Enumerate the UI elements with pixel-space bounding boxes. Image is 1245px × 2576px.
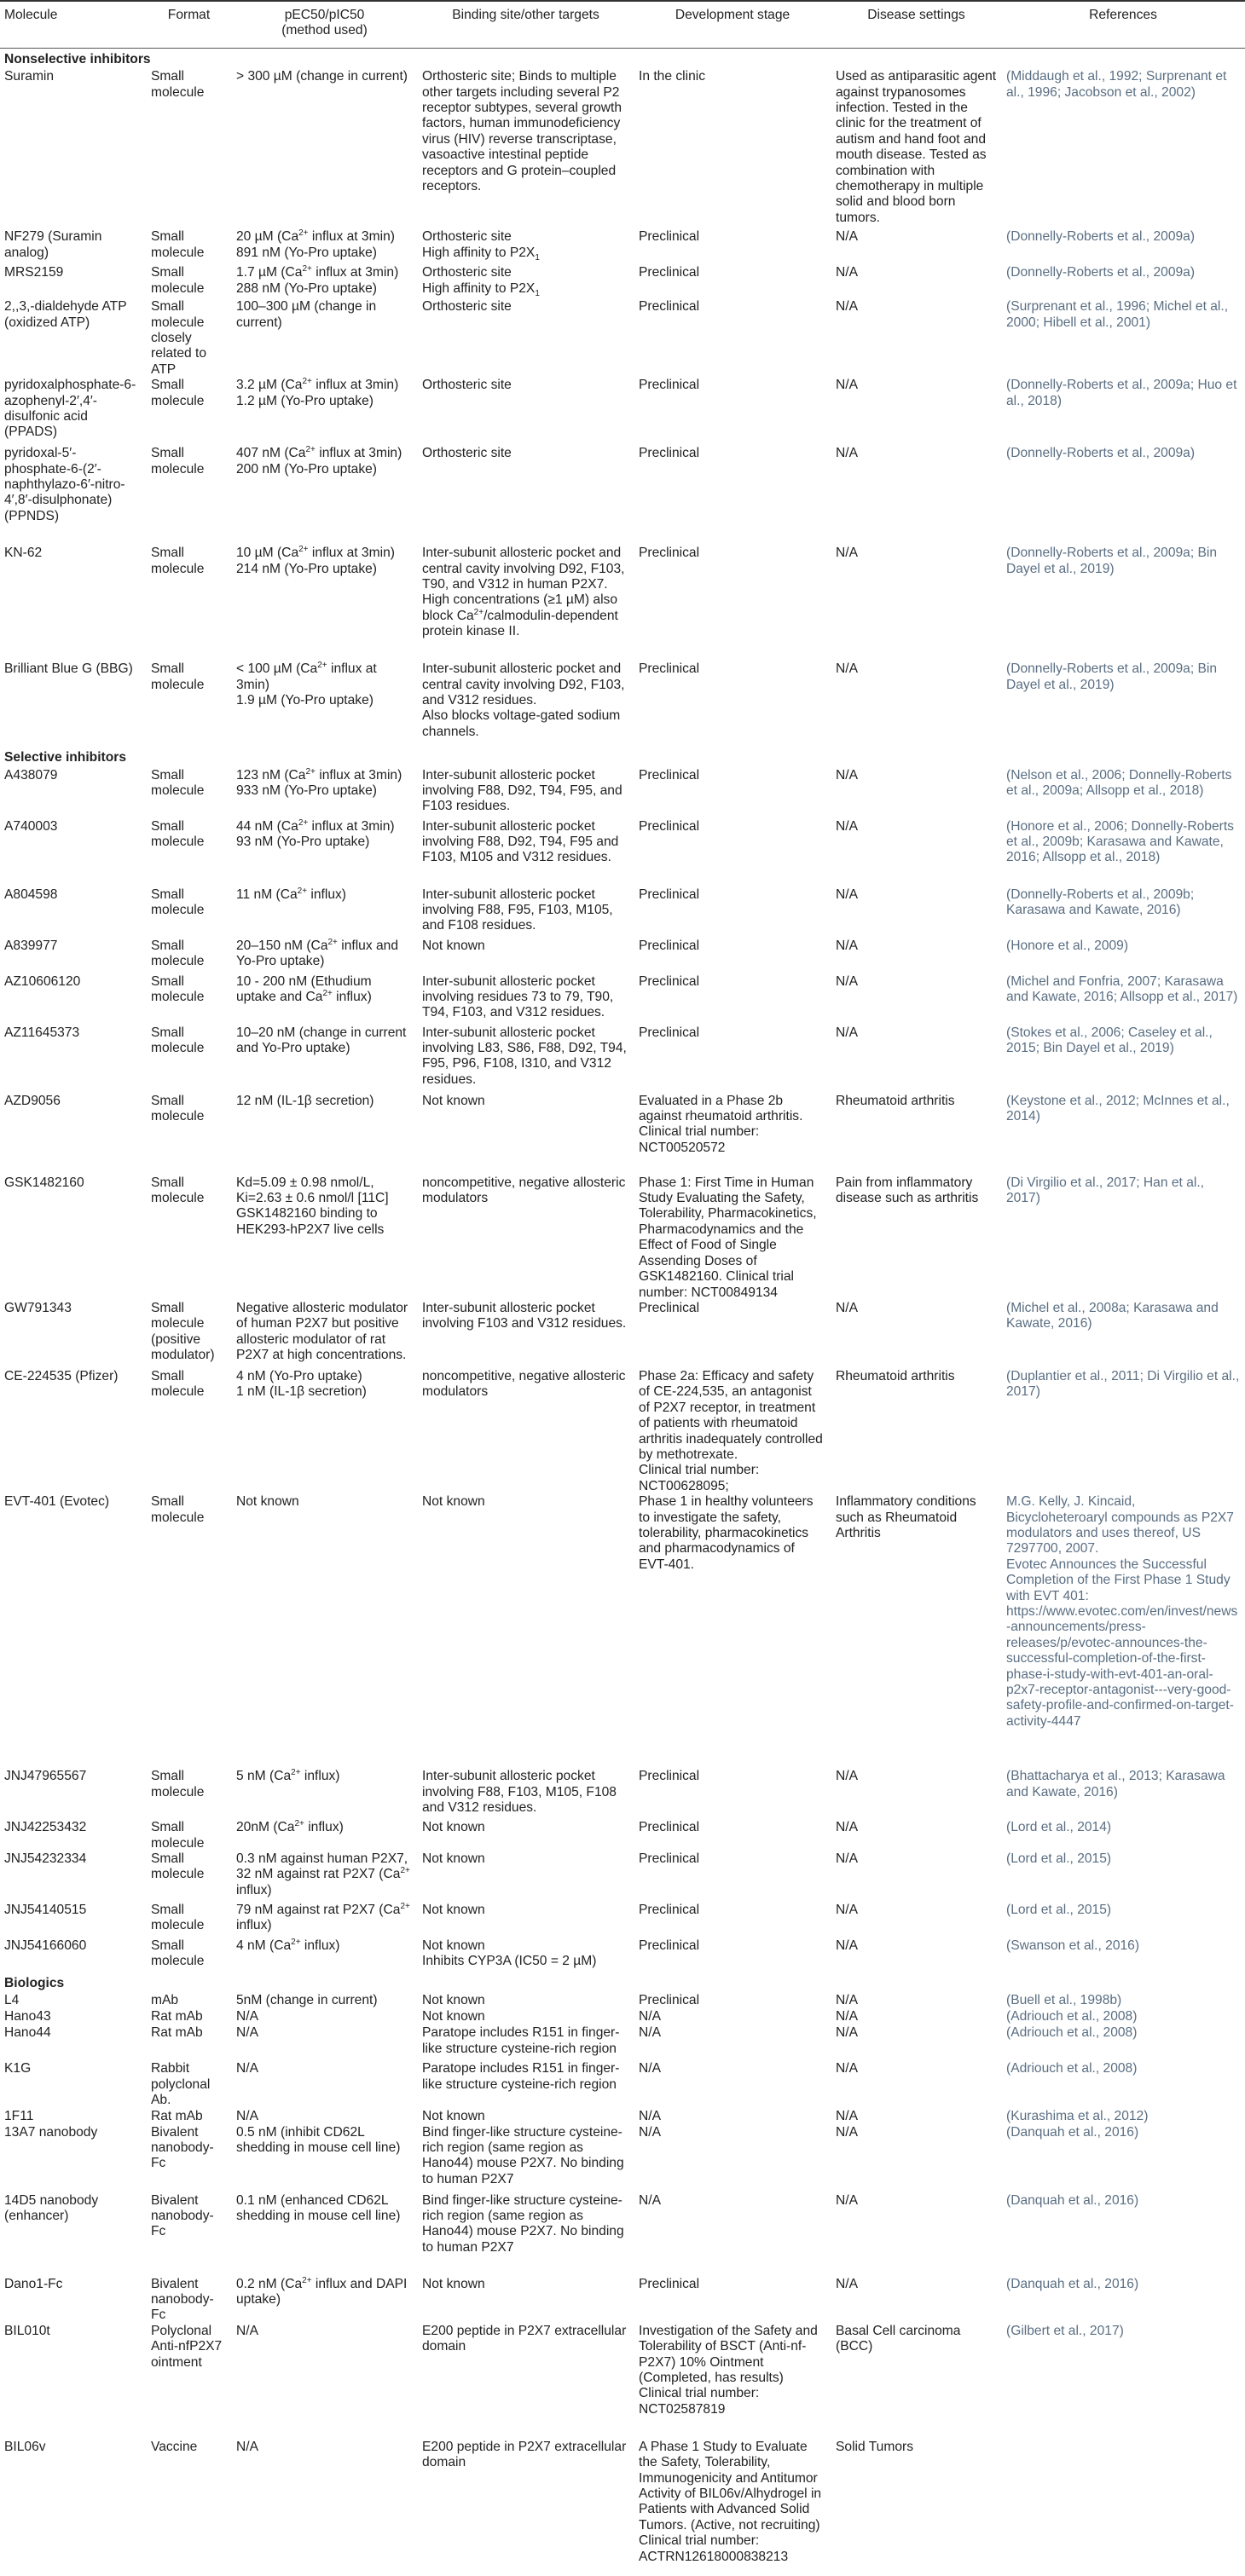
table-row xyxy=(0,768,1245,819)
cell-references: (Danquah et al., 2016) xyxy=(1006,2276,1139,2291)
cell-development-stage: N/A xyxy=(639,2009,661,2024)
header-binding-site: Binding site/other targets xyxy=(418,1,634,48)
cell-development-stage: N/A xyxy=(639,2061,661,2076)
cell-molecule: Dano1-Fc xyxy=(4,2276,63,2291)
cell-binding-site: Orthosteric site; Binds to multiple other targets including several P2 receptor subtypes, several growth factors, human immunodeficiency virus (HIV) reverse transcriptase, vasoactive intestinal peptide receptors and G protein–coupled receptors. xyxy=(422,69,622,194)
cell-binding-site: Paratope includes R151 in finger-like structure cysteine-rich region xyxy=(422,2061,620,2092)
table-row xyxy=(0,661,1245,747)
cell-development-stage: Preclinical xyxy=(639,265,700,280)
cell-binding-site: Not known xyxy=(422,2276,485,2291)
cell-potency: 12 nM (IL-1β secretion) xyxy=(236,1093,374,1108)
cell-disease-settings: N/A xyxy=(836,1851,858,1866)
section-title: Nonselective inhibitors xyxy=(4,51,151,66)
cell-molecule: AZ11645373 xyxy=(4,1025,80,1040)
cell-references: M.G. Kelly, J. Kincaid, Bicycloheteroaryl compounds as P2X7 modulators and uses thereof, US 7297700, 2007. Evotec Announces the Successful Completion of the First Phase 1 Study with EVT 401: https://www.evotec.com/en/invest/news-announcements/press-releases/p/evotec-announces-the-successful-completion-of-the-first-phase-i-study-with-evt-401-an-oral-p2x7-receptor-antagonist---very-good-safety-profile-and-confirmed-on-target-activity-4447 xyxy=(1006,1494,1238,1729)
cell-binding-site: Bind finger-like structure cysteine-rich region (same region as Hano44) mouse P2X7. No binding to human P2X7 xyxy=(422,2192,624,2255)
cell-potency: N/A xyxy=(236,2061,258,2076)
cell-molecule: A804598 xyxy=(4,887,58,902)
cell-potency: N/A xyxy=(236,2009,258,2024)
cell-disease-settings: N/A xyxy=(836,887,858,902)
cell-format: Small molecule xyxy=(151,887,205,918)
table-row xyxy=(0,2193,1245,2277)
cell-molecule: 14D5 nanobody (enhancer) xyxy=(4,2192,99,2223)
cell-format: Small molecule xyxy=(151,1025,205,1056)
cell-references: (Di Virgilio et al., 2017; Han et al., 2017) xyxy=(1006,1175,1205,1206)
cell-development-stage: Preclinical xyxy=(639,446,700,461)
cell-development-stage: Preclinical xyxy=(639,378,700,393)
cell-references: (Buell et al., 1998b) xyxy=(1006,1993,1122,2008)
cell-development-stage: Phase 1 in healthy volunteers to investigate the safety, tolerability, pharmacokinetics and pharmacodynamics of EVT-401. xyxy=(639,1494,814,1572)
cell-potency: 5nM (change in current) xyxy=(236,1993,378,2008)
cell-format: Small molecule xyxy=(151,1494,205,1525)
cell-potency: 3.2 µM ($Ca^{2+}$ influx at 3min) 1.2 µM (Yo-Pro uptake) xyxy=(236,377,399,408)
section-row xyxy=(0,48,1245,69)
header-format: Format xyxy=(147,1,232,48)
cell-references: (Donnelly-Roberts et al., 2009a; Bin Dayel et al., 2019) xyxy=(1006,546,1218,576)
cell-potency: 11 nM ($Ca^{2+}$ influx) xyxy=(236,886,346,902)
cell-format: Small molecule (positive modulator) xyxy=(151,1300,215,1363)
section-row xyxy=(0,1972,1245,1993)
cell-disease-settings: Inflammatory conditions such as Rheumatoid Arthritis xyxy=(836,1494,976,1540)
cell-references: (Danquah et al., 2016) xyxy=(1006,2124,1139,2140)
cell-disease-settings: N/A xyxy=(836,299,858,315)
table-row xyxy=(0,2061,1245,2108)
cell-potency: N/A xyxy=(236,2025,258,2041)
cell-potency: < 100 µM ($Ca^{2+}$ influx at 3min) 1.9 µM (Yo-Pro uptake) xyxy=(236,661,377,708)
cell-disease-settings: N/A xyxy=(836,265,858,280)
cell-format: Rat mAb xyxy=(151,2009,203,2024)
cell-disease-settings: Rheumatoid arthritis xyxy=(836,1093,955,1108)
cell-binding-site: Not known xyxy=(422,1902,485,1917)
cell-development-stage: Preclinical xyxy=(639,229,700,245)
cell-disease-settings: N/A xyxy=(836,1300,858,1315)
cell-development-stage: Evaluated in a Phase 2b against rheumatoid arthritis. Clinical trial number: NCT00520572 xyxy=(639,1093,803,1155)
cell-potency: 20nM ($Ca^{2+}$ influx) xyxy=(236,1818,344,1835)
cell-disease-settings: N/A xyxy=(836,661,858,677)
cell-binding-site: Inter-subunit allosteric pocket involving residues 73 to 79, T90, T94, F103, and V312 residues. xyxy=(422,973,614,1020)
cell-disease-settings: N/A xyxy=(836,767,858,783)
cell-potency: 5 nM ($Ca^{2+}$ influx) xyxy=(236,1767,340,1784)
cell-disease-settings: N/A xyxy=(836,2061,858,2076)
table-row xyxy=(0,2125,1245,2193)
cell-disease-settings: N/A xyxy=(836,378,858,393)
cell-binding-site: Orthosteric site High affinity to $P2X_1$ xyxy=(422,229,540,263)
cell-potency: 4 nM ($Ca^{2+}$ influx) xyxy=(236,1937,340,1953)
cell-binding-site: Inter-subunit allosteric pocket involving F88, F103, M105, F108 and V312 residues. xyxy=(422,1769,617,1815)
cell-development-stage: Preclinical xyxy=(639,2276,700,2291)
cell-references: (Lord et al., 2014) xyxy=(1006,1820,1112,1835)
cell-development-stage: Preclinical xyxy=(639,1902,700,1917)
section-title: Selective inhibitors xyxy=(4,750,126,765)
cell-potency: 1.7 µM ($Ca^{2+}$ influx at 3min) 288 nM (Yo-Pro uptake) xyxy=(236,264,399,296)
cell-potency: > 300 µM (change in current) xyxy=(236,69,408,84)
table-row xyxy=(0,1851,1245,1903)
cell-molecule: BIL010t xyxy=(4,2323,50,2338)
cell-potency: 44 nM ($Ca^{2+}$ influx at 3min) 93 nM (Yo-Pro uptake) xyxy=(236,817,395,850)
cell-references: (Adriouch et al., 2008) xyxy=(1006,2025,1138,2041)
cell-development-stage: Preclinical xyxy=(639,938,700,953)
header-development-stage: Development stage xyxy=(634,1,831,48)
cell-format: Small molecule xyxy=(151,546,205,576)
cell-disease-settings: N/A xyxy=(836,2124,858,2140)
cell-potency: N/A xyxy=(236,2439,258,2454)
table-row xyxy=(0,446,1245,546)
cell-disease-settings: N/A xyxy=(836,1993,858,2008)
cell-binding-site: Paratope includes R151 in finger-like structure cysteine-rich region xyxy=(422,2025,620,2056)
cell-disease-settings: N/A xyxy=(836,1902,858,1917)
cell-references: (Michel and Fonfria, 2007; Karasawa and Kawate, 2016; Allsopp et al., 2017) xyxy=(1006,973,1238,1005)
cell-format: Small molecule xyxy=(151,661,205,692)
table-row xyxy=(0,1903,1245,1938)
cell-format: Small molecule xyxy=(151,973,205,1005)
cell-binding-site: Not known xyxy=(422,938,485,953)
cell-development-stage: Preclinical xyxy=(639,818,700,834)
cell-references: (Honore et al., 2006; Donnelly-Roberts et al., 2009b; Karasawa and Kawate, 2016; Allsopp et al., 2018) xyxy=(1006,818,1234,865)
cell-binding-site: Inter-subunit allosteric pocket involving F88, D92, T94, F95 and F103, M105 and V312 residues. xyxy=(422,818,619,865)
cell-binding-site: noncompetitive, negative allosteric modulators xyxy=(422,1368,626,1400)
cell-disease-settings: N/A xyxy=(836,229,858,245)
cell-disease-settings: Pain from inflammatory disease such as arthritis xyxy=(836,1175,979,1206)
cell-molecule: 13A7 nanobody xyxy=(4,2124,98,2140)
cell-development-stage: Preclinical xyxy=(639,973,700,989)
cell-references: (Nelson et al., 2006; Donnelly-Roberts et al., 2009a; Allsopp et al., 2018) xyxy=(1006,767,1232,799)
cell-development-stage: Phase 1: First Time in Human Study Evaluating the Safety, Tolerability, Pharmacokinetics, Pharmacodynamics and the Effect of Food of Single Assending Doses of GSK1482160. Clinical trial number: NCT00849134 xyxy=(639,1175,817,1300)
cell-binding-site: E200 peptide in P2X7 extracellular domain xyxy=(422,2439,627,2470)
cell-references: (Adriouch et al., 2008) xyxy=(1006,2009,1138,2024)
cell-format: Small molecule xyxy=(151,1902,205,1933)
table-row xyxy=(0,1938,1245,1972)
cell-binding-site: Orthosteric site xyxy=(422,446,512,461)
cell-molecule: Hano43 xyxy=(4,2009,51,2024)
cell-format: Small molecule xyxy=(151,69,205,100)
cell-format: Rabbit polyclonal Ab. xyxy=(151,2061,211,2108)
cell-potency: 20 µM ($Ca^{2+}$ influx at 3min) 891 nM (Yo-Pro uptake) xyxy=(236,228,395,260)
cell-format: Small molecule xyxy=(151,818,205,850)
cell-binding-site: Orthosteric site xyxy=(422,378,512,393)
cell-format: Rat mAb xyxy=(151,2025,203,2041)
cell-development-stage: Preclinical xyxy=(639,767,700,783)
cell-binding-site: Inter-subunit allosteric pocket involving L83, S86, F88, D92, T94, F95, P96, F108, I310, and V312 residues. xyxy=(422,1025,627,1087)
cell-disease-settings: Rheumatoid arthritis xyxy=(836,1368,955,1383)
cell-development-stage: Preclinical xyxy=(639,887,700,902)
cell-references: (Adriouch et al., 2008) xyxy=(1006,2061,1138,2076)
cell-potency: 0.5 nM (inhibit CD62L shedding in mouse cell line) xyxy=(236,2124,401,2155)
cell-format: Small molecule xyxy=(151,1368,205,1400)
cell-potency: 0.2 nM ($Ca^{2+}$ influx and DAPI uptake) xyxy=(236,2275,408,2307)
cell-binding-site: Orthosteric site High affinity to $P2X_1$ xyxy=(422,265,540,298)
cell-references: (Swanson et al., 2016) xyxy=(1006,1938,1140,1953)
cell-potency: 20–150 nM ($Ca^{2+}$ influx and Yo-Pro uptake) xyxy=(236,937,398,969)
table-row xyxy=(0,939,1245,974)
cell-development-stage: N/A xyxy=(639,2108,661,2123)
section-title: Biologics xyxy=(4,1975,65,1990)
cell-format: Small molecule xyxy=(151,378,205,408)
cell-potency: N/A xyxy=(236,2323,258,2338)
cell-molecule: A839977 xyxy=(4,938,58,953)
section-row xyxy=(0,747,1245,767)
cell-format: Small molecule closely related to ATP xyxy=(151,299,207,377)
cell-disease-settings: Used as antiparasitic agent against trypanosomes infection. Tested in the clinic for the treatment of autism and hand foot and mouth disease. Tested as combination with chemotherapy in multiple solid and blood born tumors. xyxy=(836,69,997,225)
table-row xyxy=(0,1769,1245,1820)
cell-binding-site: Inter-subunit allosteric pocket and central cavity involving D92, F103, and V312 residues. Also blocks voltage-gated sodium channels. xyxy=(422,661,625,739)
cell-references: (Gilbert et al., 2017) xyxy=(1006,2323,1124,2338)
cell-molecule: L4 xyxy=(4,1993,20,2008)
cell-binding-site: Not known xyxy=(422,2108,485,2123)
cell-potency: N/A xyxy=(236,2108,258,2123)
table-row xyxy=(0,265,1245,299)
cell-binding-site: Not known xyxy=(422,1851,485,1866)
table-row xyxy=(0,1025,1245,1094)
cell-binding-site: Not known xyxy=(422,2009,485,2024)
cell-references: (Stokes et al., 2006; Caseley et al., 2015; Bin Dayel et al., 2019) xyxy=(1006,1025,1213,1056)
cell-potency: Negative allosteric modulator of human P2X7 but positive allosteric modulator of rat P2X7 at high concentrations. xyxy=(236,1300,408,1363)
header-references: References xyxy=(1002,1,1245,48)
cell-references: (Danquah et al., 2016) xyxy=(1006,2192,1139,2208)
cell-references: (Michel et al., 2008a; Karasawa and Kawate, 2016) xyxy=(1006,1300,1219,1331)
cell-development-stage: Preclinical xyxy=(639,1300,700,1315)
cell-binding-site: noncompetitive, negative allosteric modulators xyxy=(422,1175,626,1206)
cell-potency: Not known xyxy=(236,1494,299,1510)
table-header xyxy=(0,1,1245,48)
cell-disease-settings: N/A xyxy=(836,446,858,461)
cell-molecule: K1G xyxy=(4,2061,32,2076)
cell-format: Small molecule xyxy=(151,265,205,296)
cell-molecule: MRS2159 xyxy=(4,265,64,280)
cell-molecule: 1F11 xyxy=(4,2108,34,2123)
cell-disease-settings: N/A xyxy=(836,818,858,834)
cell-format: Bivalent nanobody-Fc xyxy=(151,2276,214,2323)
cell-molecule: 2,,3,-dialdehyde ATP (oxidized ATP) xyxy=(4,299,127,330)
cell-potency: 10 - 200 nM (Ethudium uptake and $Ca^{2+}$ influx) xyxy=(236,973,372,1005)
table-row xyxy=(0,378,1245,446)
cell-references: (Lord et al., 2015) xyxy=(1006,1851,1112,1866)
table-row xyxy=(0,2025,1245,2061)
cell-molecule: AZD9056 xyxy=(4,1093,61,1108)
cell-molecule: KN-62 xyxy=(4,546,43,561)
cell-references: (Honore et al., 2009) xyxy=(1006,938,1129,953)
cell-development-stage: Phase 2a: Efficacy and safety of CE-224,535, an antagonist of P2X7 receptor, in treatment of patients with rheumatoid arthritis inadequately controlled by methotrexate. Clinical trial number: NCT00628095; xyxy=(639,1368,823,1493)
cell-development-stage: N/A xyxy=(639,2025,661,2041)
cell-development-stage: A Phase 1 Study to Evaluate the Safety, Tolerability, Immunogenicity and Antitumor Activity of BIL06v/Alhydrogel in Patients with Advanced Solid Tumors. (Active, not recruiting) Clinical trial number: ACTRN12618000838213 xyxy=(639,2439,822,2564)
table-row xyxy=(0,2324,1245,2440)
cell-binding-site: Not known Inhibits CYP3A (IC50 = 2 µM) xyxy=(422,1938,597,1969)
cell-references: (Donnelly-Roberts et al., 2009a; Bin Dayel et al., 2019) xyxy=(1006,661,1218,692)
table-row xyxy=(0,1301,1245,1369)
table-row xyxy=(0,1494,1245,1769)
cell-potency: 100–300 µM (change in current) xyxy=(236,299,377,330)
cell-molecule: AZ10606120 xyxy=(4,973,81,989)
cell-disease-settings: Solid Tumors xyxy=(836,2439,913,2454)
cell-binding-site: Orthosteric site xyxy=(422,299,512,315)
cell-molecule: GW791343 xyxy=(4,1300,72,1315)
cell-molecule: JNJ42253432 xyxy=(4,1820,87,1835)
cell-development-stage: Investigation of the Safety and Tolerability of BSCT (Anti-nf-P2X7) 10% Ointment (Completed, has results) Clinical trial number: NCT02587819 xyxy=(639,2323,818,2417)
cell-molecule: A740003 xyxy=(4,818,58,834)
cell-disease-settings: N/A xyxy=(836,2009,858,2024)
cell-references: (Lord et al., 2015) xyxy=(1006,1902,1112,1917)
cell-binding-site: Not known xyxy=(422,1093,485,1108)
cell-format: mAb xyxy=(151,1993,179,2008)
cell-format: Small molecule xyxy=(151,1175,205,1206)
cell-disease-settings: Basal Cell carcinoma (BCC) xyxy=(836,2323,961,2354)
cell-binding-site: Inter-subunit allosteric pocket involving F103 and V312 residues. xyxy=(422,1300,627,1331)
cell-disease-settings: N/A xyxy=(836,2108,858,2123)
cell-molecule: JNJ47965567 xyxy=(4,1769,87,1784)
cell-potency: 407 nM ($Ca^{2+}$ influx at 3min) 200 nM (Yo-Pro uptake) xyxy=(236,445,402,477)
cell-molecule: Suramin xyxy=(4,69,55,84)
cell-potency: 0.3 nM against human P2X7, 32 nM against rat P2X7 ($Ca^{2+}$ influx) xyxy=(236,1851,410,1897)
cell-format: Small molecule xyxy=(151,1769,205,1799)
cell-development-stage: Preclinical xyxy=(639,546,700,561)
cell-development-stage: Preclinical xyxy=(639,1769,700,1784)
cell-molecule: pyridoxal-5′-phosphate-6-(2′-naphthylazo-6′-nitro-4′,8′-disulphonate) (PPNDS) xyxy=(4,446,125,523)
cell-references: (Donnelly-Roberts et al., 2009a) xyxy=(1006,229,1196,245)
header-potency: pEC50/pIC50 (method used) xyxy=(232,1,418,48)
cell-references: (Donnelly-Roberts et al., 2009a; Huo et al., 2018) xyxy=(1006,378,1237,408)
cell-references: (Kurashima et al., 2012) xyxy=(1006,2108,1149,2123)
cell-molecule: A438079 xyxy=(4,767,58,783)
cell-development-stage: Preclinical xyxy=(639,1025,700,1040)
cell-molecule: CE-224535 (Pfizer) xyxy=(4,1368,119,1383)
cell-disease-settings: N/A xyxy=(836,2025,858,2041)
table-row xyxy=(0,1369,1245,1494)
cell-references: (Donnelly-Roberts et al., 2009b; Karasawa and Kawate, 2016) xyxy=(1006,887,1195,918)
cell-references: (Donnelly-Roberts et al., 2009a) xyxy=(1006,265,1196,280)
cell-disease-settings: N/A xyxy=(836,1938,858,1953)
table-body xyxy=(0,48,1245,2576)
cell-format: Small molecule xyxy=(151,1093,205,1124)
cell-format: Small molecule xyxy=(151,446,205,477)
cell-binding-site: Inter-subunit allosteric pocket involving F88, F95, F103, M105, and F108 residues. xyxy=(422,887,613,933)
cell-format: Bivalent nanobody-Fc xyxy=(151,2192,214,2239)
cell-format: Small molecule xyxy=(151,938,205,969)
cell-development-stage: Preclinical xyxy=(639,661,700,677)
cell-disease-settings: N/A xyxy=(836,2192,858,2208)
cell-development-stage: Preclinical xyxy=(639,1938,700,1953)
cell-references: (Bhattacharya et al., 2013; Karasawa and Kawate, 2016) xyxy=(1006,1769,1225,1799)
cell-disease-settings: N/A xyxy=(836,1820,858,1835)
cell-potency: 10 µM ($Ca^{2+}$ influx at 3min) 214 nM (Yo-Pro uptake) xyxy=(236,545,395,576)
cell-references xyxy=(1002,2440,1245,2576)
cell-binding-site: Inter-subunit allosteric pocket involving F88, D92, T94, F95, and F103 residues. xyxy=(422,767,622,814)
cell-format: Small molecule xyxy=(151,767,205,799)
cell-development-stage: Preclinical xyxy=(639,1851,700,1866)
header-molecule: Molecule xyxy=(0,1,147,48)
table-row xyxy=(0,1094,1245,1175)
cell-potency: 4 nM (Yo-Pro uptake) 1 nM (IL-1β secretion) xyxy=(236,1368,367,1400)
cell-binding-site: Bind finger-like structure cysteine-rich region (same region as Hano44) mouse P2X7. No binding to human P2X7 xyxy=(422,2124,624,2186)
cell-development-stage: N/A xyxy=(639,2124,661,2140)
cell-format: Small molecule xyxy=(151,229,205,260)
cell-references: (Duplantier et al., 2011; Di Virgilio et al., 2017) xyxy=(1006,1368,1240,1400)
cell-development-stage: Preclinical xyxy=(639,1993,700,2008)
cell-disease-settings: N/A xyxy=(836,2276,858,2291)
cell-molecule: pyridoxalphosphate-6-azophenyl-2′,4′-disulfonic acid (PPADS) xyxy=(4,378,136,440)
cell-format: Small molecule xyxy=(151,1820,205,1851)
cell-binding-site: Not known xyxy=(422,1993,485,2008)
cell-molecule: NF279 (Suramin analog) xyxy=(4,229,102,260)
cell-references: (Donnelly-Roberts et al., 2009a) xyxy=(1006,446,1196,461)
cell-format: Bivalent nanobody-Fc xyxy=(151,2124,214,2171)
cell-references: (Middaugh et al., 1992; Surprenant et al., 1996; Jacobson et al., 2002) xyxy=(1006,69,1227,100)
cell-format: Small molecule xyxy=(151,1851,205,1882)
table-row xyxy=(0,2277,1245,2324)
cell-development-stage: Preclinical xyxy=(639,1820,700,1835)
cell-format: Vaccine xyxy=(151,2439,198,2454)
cell-disease-settings: N/A xyxy=(836,546,858,561)
cell-references: (Surprenant et al., 1996; Michel et al., 2000; Hibell et al., 2001) xyxy=(1006,299,1229,330)
table-row xyxy=(0,2109,1245,2125)
cell-format: Small molecule xyxy=(151,1938,205,1969)
cell-binding-site: Not known xyxy=(422,1494,485,1510)
cell-molecule: Hano44 xyxy=(4,2025,51,2041)
cell-disease-settings: N/A xyxy=(836,1025,858,1040)
cell-molecule: Brilliant Blue G (BBG) xyxy=(4,661,133,677)
cell-disease-settings: N/A xyxy=(836,1769,858,1784)
cell-potency: Kd=5.09 ± 0.98 nmol/L, Ki=2.63 ± 0.6 nmol/l [11C] GSK1482160 binding to HEK293-hP2X7 live cells xyxy=(236,1175,389,1237)
cell-references: (Keystone et al., 2012; McInnes et al., 2014) xyxy=(1006,1093,1230,1124)
table-row xyxy=(0,819,1245,887)
table-row xyxy=(0,2009,1245,2025)
cell-molecule: JNJ54166060 xyxy=(4,1938,87,1953)
cell-potency: 10–20 nM (change in current and Yo-Pro uptake) xyxy=(236,1025,407,1056)
table-row xyxy=(0,1993,1245,2009)
table-row xyxy=(0,1820,1245,1851)
cell-disease-settings: N/A xyxy=(836,938,858,953)
table-row xyxy=(0,1175,1245,1301)
table-row xyxy=(0,546,1245,661)
table-row xyxy=(0,974,1245,1025)
table-row xyxy=(0,887,1245,939)
cell-molecule: JNJ54232334 xyxy=(4,1851,87,1866)
cell-development-stage: Preclinical xyxy=(639,299,700,315)
cell-format: Polyclonal Anti-nfP2X7 ointment xyxy=(151,2323,223,2370)
cell-development-stage: N/A xyxy=(639,2192,661,2208)
cell-molecule: JNJ54140515 xyxy=(4,1902,87,1917)
table-row xyxy=(0,2440,1245,2576)
table-row xyxy=(0,229,1245,265)
cell-binding-site: Inter-subunit allosteric pocket and central cavity involving D92, F103, T90, and V312 in human P2X7. High concentrations (≥1 µM) also block $Ca^{2+}/calmodulin$-dependent protein kinase II. xyxy=(422,546,625,639)
table-row xyxy=(0,299,1245,378)
cell-molecule: GSK1482160 xyxy=(4,1175,84,1190)
cell-binding-site: E200 peptide in P2X7 extracellular domain xyxy=(422,2323,627,2354)
cell-molecule: EVT-401 (Evotec) xyxy=(4,1494,110,1510)
cell-disease-settings: N/A xyxy=(836,973,858,989)
cell-potency: 79 nM against rat P2X7 ($Ca^{2+}$ influx) xyxy=(236,1901,410,1933)
cell-potency: 0.1 nM (enhanced CD62L shedding in mouse cell line) xyxy=(236,2192,401,2223)
cell-development-stage: In the clinic xyxy=(639,69,706,84)
cell-format: Rat mAb xyxy=(151,2108,203,2123)
header-disease-settings: Disease settings xyxy=(831,1,1002,48)
table-row xyxy=(0,69,1245,229)
cell-binding-site: Not known xyxy=(422,1820,485,1835)
cell-molecule: BIL06v xyxy=(4,2439,46,2454)
cell-potency: 123 nM ($Ca^{2+}$ influx at 3min) 933 nM (Yo-Pro uptake) xyxy=(236,766,402,799)
